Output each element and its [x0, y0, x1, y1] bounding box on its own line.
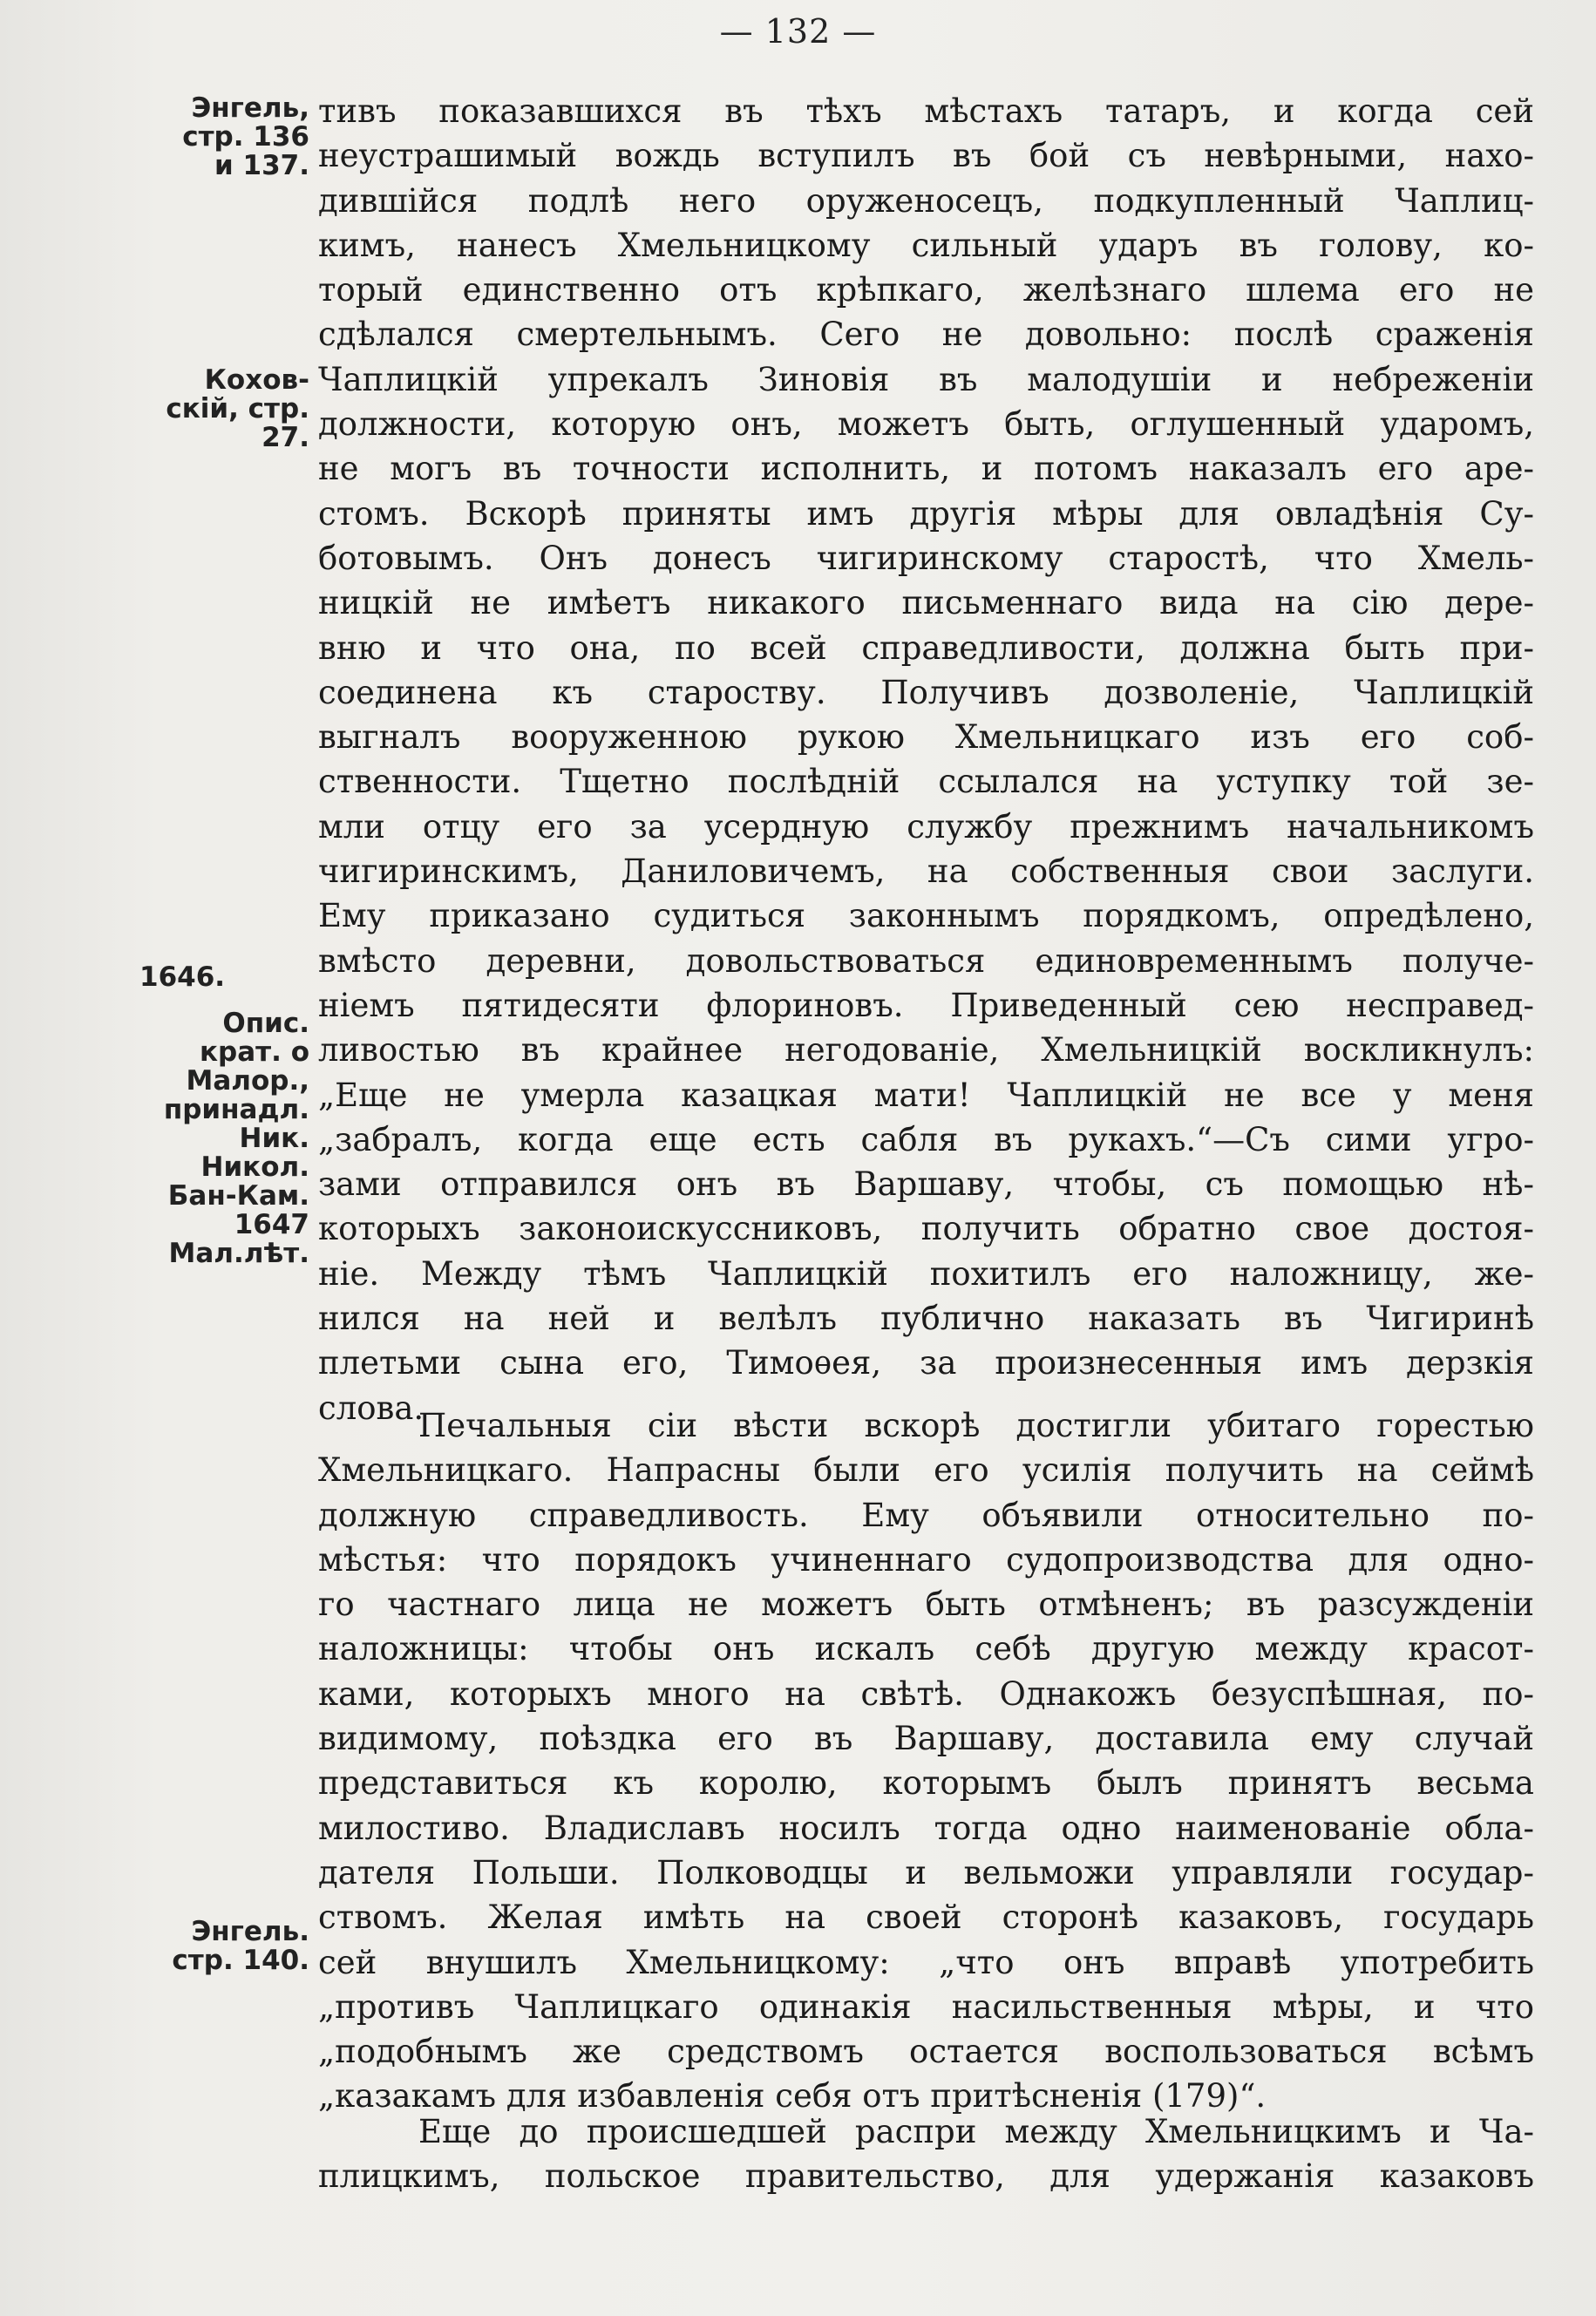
text-line: стомъ. Вскорѣ приняты имъ другія мѣры для овладѣнія Су-: [318, 494, 1534, 533]
margin-note-line: Мал.лѣт.: [168, 1238, 309, 1269]
text-line: „Еще не умерла казацкая мати! Чаплицкій не все у меня: [318, 1076, 1534, 1114]
margin-note-line: крат. о: [200, 1036, 309, 1068]
text-line: нился на ней и велѣлъ публично наказать въ Чигиринѣ: [318, 1300, 1534, 1338]
text-line: „казакамъ для избавленія себя отъ притѣсненія (179)“.: [318, 2077, 1267, 2116]
margin-note-line: Опис.: [222, 1008, 309, 1039]
text-line: которыхъ законоискуссниковъ, получить обратно свое достоя-: [318, 1210, 1534, 1248]
margin-note-line: Энгель,: [191, 92, 309, 124]
paragraph-2: [318, 1403, 1534, 2119]
margin-note-line: Кохов-: [204, 364, 309, 396]
text-line: тивъ показавшихся въ тѣхъ мѣстахъ татаръ, и когда сей: [318, 92, 1534, 130]
text-line: не могъ въ точности исполнить, и потомъ наказалъ его аре-: [318, 450, 1534, 488]
text-line: представиться къ королю, которымъ былъ принятъ весьма: [318, 1764, 1534, 1803]
paragraph-3: [318, 2109, 1534, 2199]
text-line: чигиринскимъ, Даниловичемъ, на собственныя свои заслуги.: [318, 852, 1534, 891]
margin-note-engel-140: [139, 1918, 309, 1975]
text-line: ками, которыхъ много на свѣтѣ. Однакожъ безуспѣшная, по-: [318, 1674, 1534, 1713]
margin-note-line: 1646.: [139, 961, 226, 993]
margin-note-engel-136: [139, 94, 309, 180]
text-line: плицкимъ, польское правительство, для удержанія казаковъ: [318, 2157, 1534, 2196]
text-line: ботовымъ. Онъ донесъ чигиринскому старостѣ, что Хмель-: [318, 539, 1534, 577]
margin-note-year-1646: [139, 963, 244, 992]
margin-note-line: Ник.: [239, 1123, 309, 1154]
text-line: Ему приказано судиться законнымъ порядкомъ, опредѣлено,: [318, 897, 1534, 935]
text-line: ственности. Тщетно послѣдній ссылался на уступку той зе-: [318, 763, 1534, 801]
text-line: ливостью въ крайнее негодованіе, Хмельницкій воскликнулъ:: [318, 1031, 1534, 1070]
text-line: мѣстья: что порядокъ учиненнаго судопроизводства для одно-: [318, 1540, 1534, 1579]
text-line: Еще до происшедшей распри между Хмельницкимъ и Ча-: [418, 2113, 1534, 2150]
text-line: ствомъ. Желая имѣть на своей сторонѣ казаковъ, государь: [318, 1898, 1534, 1937]
text-line: наложницы: чтобы онъ искалъ себѣ другую между красот-: [318, 1630, 1534, 1668]
text-line: ніе. Между тѣмъ Чаплицкій похитилъ его наложницу, же-: [318, 1254, 1534, 1293]
margin-note-kokhovsky-27: [139, 366, 309, 452]
margin-note-line: скій, стр.: [166, 393, 309, 424]
text-line: ніемъ пятидесяти флориновъ. Приведенный сею несправед-: [318, 986, 1534, 1024]
text-line: дившійся подлѣ него оруженосецъ, подкупленный Чаплиц-: [318, 181, 1534, 220]
margin-note-line: Бан-Кам.: [167, 1180, 309, 1212]
margin-note-line: стр. 140.: [172, 1945, 309, 1976]
margin-note-line: и 137.: [214, 150, 309, 181]
text-line: слова.: [318, 1389, 424, 1427]
text-line: Печальныя сіи вѣсти вскорѣ достигли убитаго горестью: [418, 1407, 1534, 1444]
text-line: кимъ, нанесъ Хмельницкому сильный ударъ въ голову, ко-: [318, 226, 1534, 264]
text-line: плетьми сына его, Тимоѳея, за произнесенныя имъ дерзкія: [318, 1344, 1534, 1382]
page-number: — 132 —: [719, 12, 877, 51]
margin-note-line: 27.: [261, 422, 309, 453]
text-line: неустрашимый вождь вступилъ въ бой съ невѣрными, нахо-: [318, 137, 1534, 175]
text-line: видимому, поѣздка его въ Варшаву, доставила ему случай: [318, 1720, 1534, 1758]
margin-note-opis-krat: [139, 1009, 309, 1268]
text-line: милостиво. Владиславъ носилъ тогда одно наименованіе обла-: [318, 1809, 1534, 1847]
text-line: торый единственно отъ крѣпкаго, желѣзнаго шлема его не: [318, 271, 1534, 309]
text-line: должности, которую онъ, можетъ быть, оглушенный ударомъ,: [318, 405, 1534, 444]
text-line: дателя Польши. Полководцы и вельможи управляли государ-: [318, 1853, 1534, 1892]
text-line: сей внушилъ Хмельницкому: „что онъ вправѣ употребить: [318, 1943, 1534, 1981]
margin-note-line: Малор.,: [186, 1065, 309, 1097]
margin-note-line: Никол.: [200, 1151, 309, 1183]
text-line: „забралъ, когда еще есть сабля въ рукахъ.“—Съ сими угро-: [318, 1120, 1534, 1158]
text-line: должную справедливость. Ему объявили относительно по-: [318, 1496, 1534, 1534]
margin-note-line: принадл.: [163, 1094, 309, 1125]
text-line: Чаплицкій упрекалъ Зиновія въ малодушіи и небреженіи: [318, 360, 1534, 398]
text-line: „подобнымъ же средствомъ остается воспользоваться всѣмъ: [318, 2033, 1534, 2071]
text-line: Хмельницкаго. Напрасны были его усилія получить на сеймѣ: [318, 1451, 1534, 1490]
text-line: го частнаго лица не можетъ быть отмѣненъ; въ разсужденіи: [318, 1586, 1534, 1624]
text-line: вмѣсто деревни, довольствоваться единовременнымъ получе-: [318, 941, 1534, 980]
text-line: „противъ Чаплицкаго одинакія насильственныя мѣры, и что: [318, 1987, 1534, 2026]
margin-note-line: стр. 136: [182, 121, 309, 153]
paragraph-1: [318, 89, 1534, 1430]
text-line: мли отцу его за усердную службу прежнимъ начальникомъ: [318, 807, 1534, 846]
text-line: выгналъ вооруженною рукою Хмельницкаго изъ его соб-: [318, 718, 1534, 757]
margin-note-line: Энгель.: [191, 1916, 309, 1947]
text-line: ницкій не имѣетъ никакого письменнаго вида на сію дере-: [318, 584, 1534, 622]
margin-note-line: 1647: [234, 1209, 309, 1240]
text-line: сдѣлался смертельнымъ. Сего не довольно: послѣ сраженія: [318, 316, 1534, 354]
text-line: зами отправился онъ въ Варшаву, чтобы, съ помощью нѣ-: [318, 1165, 1534, 1204]
text-line: соединена къ староству. Получивъ дозволеніе, Чаплицкій: [318, 673, 1534, 711]
text-line: вню и что она, по всей справедливости, должна быть при-: [318, 628, 1534, 667]
